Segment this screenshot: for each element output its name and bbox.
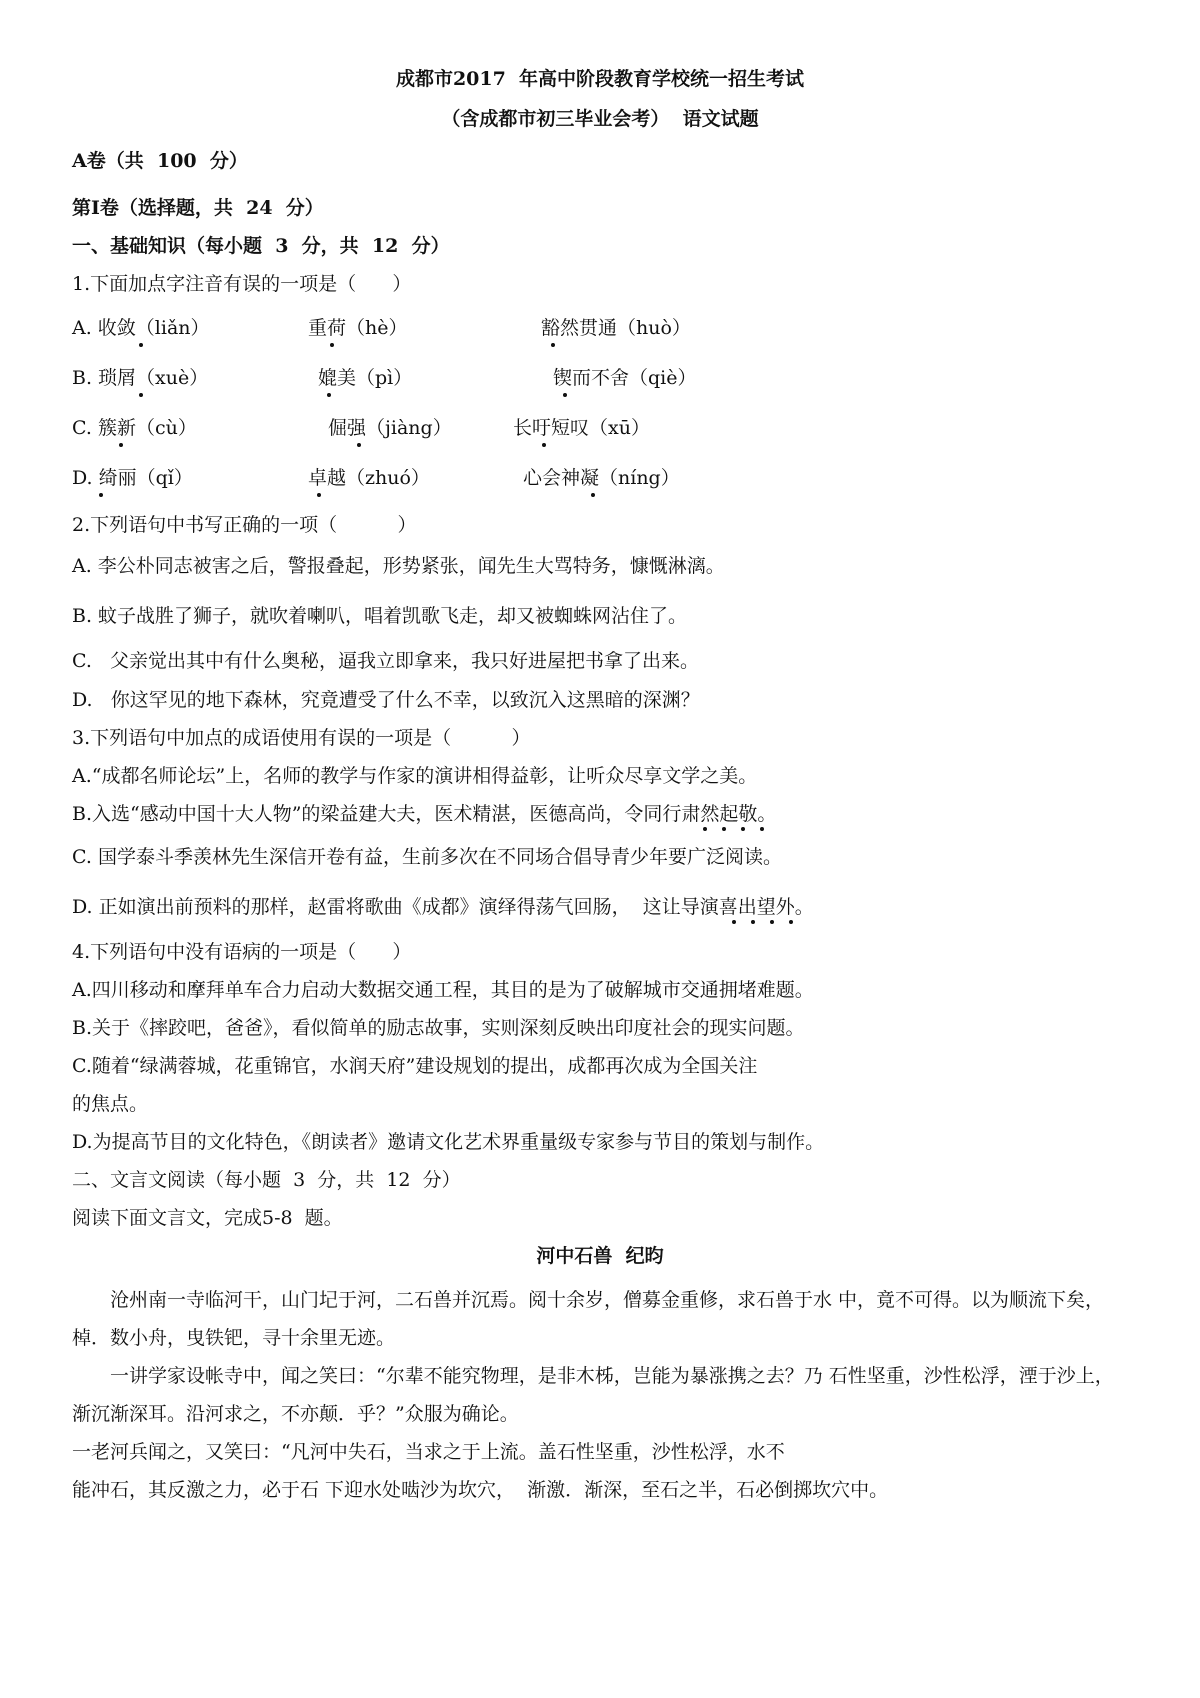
q2-option-b: B. 蚊子战胜了狮子，就吹着喇叭，唱着凯歌飞走，却又被蜘蛛网沾住了。 <box>72 605 688 627</box>
emphasis-dot <box>703 827 707 831</box>
passage-paragraph-4: 能冲石，其反激之力，必于石 下迎水处啮沙为坎穴， 渐激．渐深，至石之半，石必倒掷坎穴中。 <box>72 1479 889 1501</box>
q2-option-a: A. 李公朴同志被害之后，警报叠起，形势紧张，闻先生大骂特务，慷慨淋漓。 <box>72 555 725 577</box>
q1-option-c-3: 长吁短叹（xū） <box>513 417 650 439</box>
q4-option-a: A.四川移动和摩拜单车合力启动大数据交通工程，其目的是为了破解城市交通拥堵难题。 <box>72 979 814 1001</box>
q2-option-d: D. 你这罕见的地下森林，究竟遭受了什么不幸，以致沉入这黑暗的深渊？ <box>72 689 700 711</box>
q1-stem: 1.下面加点字注音有误的一项是（ ） <box>72 273 412 295</box>
emphasis-dot <box>591 493 595 497</box>
q1-option-a-1: A. 收敛（liǎn） <box>72 317 210 339</box>
emphasis-dot <box>139 393 143 397</box>
q1-option-d-2: 卓越（zhuó） <box>308 467 430 489</box>
q4-option-c: C.随着“绿满蓉城，花重锦官，水润天府”建设规划的提出，成都再次成为全国关注 <box>72 1055 758 1077</box>
emphasis-dot <box>732 920 736 924</box>
q1-option-a-2: 重荷（hè） <box>308 317 408 339</box>
q1-option-b-1: B. 琐屑（xuè） <box>72 367 209 389</box>
section-a1-heading: 第Ⅰ卷（选择题，共 24 分） <box>72 197 324 219</box>
part1-heading: 一、基础知识（每小题 3 分，共 12 分） <box>72 235 450 257</box>
emphasis-dot <box>551 343 555 347</box>
q3-option-b: B.入选“感动中国十大人物”的梁益建大夫，医术精湛，医德高尚，令同行肃然起敬。 <box>72 803 777 825</box>
emphasis-dot <box>770 920 774 924</box>
emphasis-dot <box>760 827 764 831</box>
q4-option-d: D.为提高节目的文化特色，《朗读者》邀请文化艺术界重量级专家参与节目的策划与制作。 <box>72 1131 825 1153</box>
emphasis-dot <box>139 343 143 347</box>
q1-option-c-1: C. 簇新（cù） <box>72 417 197 439</box>
q3-option-c: C. 国学泰斗季羡林先生深信开卷有益，生前多次在不同场合倡导青少年要广泛阅读。 <box>72 846 782 868</box>
emphasis-dot <box>357 443 361 447</box>
emphasis-dot <box>722 827 726 831</box>
q1-option-b-2: 媲美（pì） <box>318 367 413 389</box>
part2-instruction: 阅读下面文言文，完成5-8 题。 <box>72 1207 343 1229</box>
emphasis-dot <box>119 443 123 447</box>
q2-option-c: C. 父亲觉出其中有什么奥秘，逼我立即拿来，我只好进屋把书拿了出来。 <box>72 650 700 672</box>
q3-option-a: A.“成都名师论坛”上，名师的教学与作家的演讲相得益彰，让听众尽享文学之美。 <box>72 765 758 787</box>
q4-stem: 4.下列语句中没有语病的一项是（ ） <box>72 941 412 963</box>
emphasis-dot <box>741 827 745 831</box>
q1-option-c-2: 倔强（jiàng） <box>328 417 452 439</box>
q2-stem: 2.下列语句中书写正确的一项（ ） <box>72 514 417 536</box>
q4-option-c-continued: 的焦点。 <box>72 1093 149 1115</box>
q1-option-d-3: 心会神凝（níng） <box>523 467 680 489</box>
passage-paragraph-1: 沧州南一寺临河干，山门圮于河，二石兽并沉焉。阅十余岁，僧募金重修，求石兽于水 中，竟不可得。以为顺流下矣，棹．数小舟，曳铁钯，寻十余里无迹。 <box>72 1289 1105 1349</box>
part2-heading: 二、文言文阅读（每小题 3 分，共 12 分） <box>72 1169 461 1191</box>
q4-option-b: B.关于《摔跤吧，爸爸》，看似简单的励志故事，实则深刻反映出印度社会的现实问题。 <box>72 1017 805 1039</box>
passage-paragraph-3: 一老河兵闻之，又笑曰：“凡河中失石，当求之于上流。盖石性坚重，沙性松浮，水不 <box>72 1441 785 1463</box>
passage-title: 河中石兽 纪昀 <box>536 1245 664 1267</box>
emphasis-dot <box>789 920 793 924</box>
emphasis-dot <box>317 493 321 497</box>
q1-option-d-1: D. 绮丽（qǐ） <box>72 467 193 489</box>
exam-title: 成都市2017 年高中阶段教育学校统一招生考试 <box>395 68 805 90</box>
q3-option-d: D. 正如演出前预料的那样，赵雷将歌曲《成都》演绎得荡气回肠， 这让导演喜出望外。 <box>72 896 814 918</box>
emphasis-dot <box>751 920 755 924</box>
emphasis-dot <box>330 343 334 347</box>
emphasis-dot <box>563 393 567 397</box>
emphasis-dot <box>327 393 331 397</box>
exam-subtitle: （含成都市初三毕业会考） 语文试题 <box>441 108 759 130</box>
q1-option-a-3: 豁然贯通（huò） <box>541 317 691 339</box>
passage-paragraph-2: 一讲学家设帐寺中，闻之笑曰：“尔辈不能究物理，是非木柹，岂能为暴涨携之去？乃 石性坚重，沙性松浮，湮于沙上，渐沉渐深耳。沿河求之，不亦颠．乎？”众服为确论。 <box>72 1365 1114 1425</box>
emphasis-dot <box>542 443 546 447</box>
q1-option-b-3: 锲而不舍（qiè） <box>553 367 697 389</box>
section-a-heading: A卷（共 100 分） <box>72 150 248 172</box>
emphasis-dot <box>99 493 103 497</box>
q3-stem: 3.下列语句中加点的成语使用有误的一项是（ ） <box>72 727 531 749</box>
